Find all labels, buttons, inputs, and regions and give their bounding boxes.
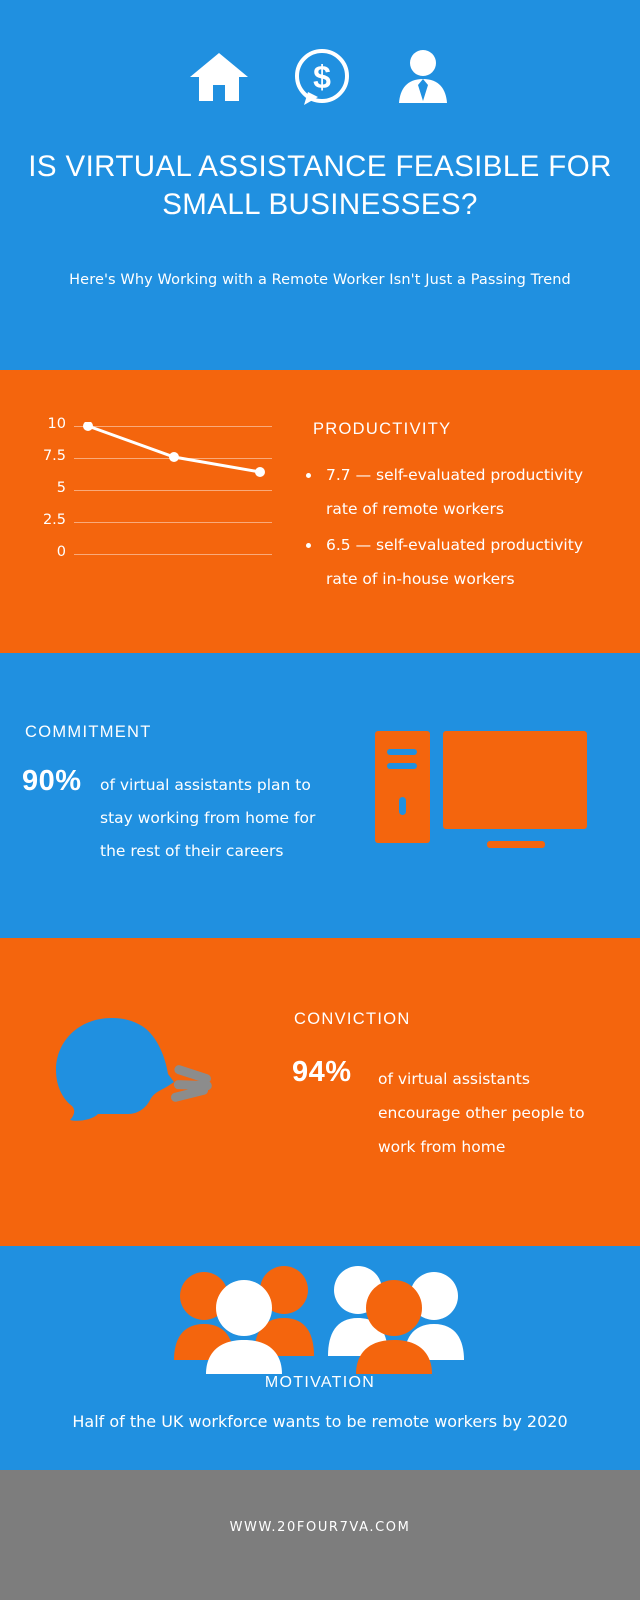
header-section [0, 0, 640, 370]
conviction-title: CONVICTION [294, 1010, 411, 1028]
footer-section [0, 1470, 640, 1600]
chart-ytick-7.5: 7.5 [42, 448, 66, 464]
productivity-bullet-list [322, 458, 617, 598]
talking-head-icon [50, 1016, 240, 1131]
businessperson-icon [394, 49, 452, 107]
chart-ytick-10: 10 [47, 416, 66, 432]
desktop-computer-icon [375, 731, 587, 866]
home-icon [188, 49, 250, 107]
productivity-section [0, 370, 640, 653]
productivity-title: PRODUCTIVITY [313, 420, 452, 438]
commitment-title: COMMITMENT [25, 723, 152, 741]
chart-ytick-0: 0 [56, 544, 66, 560]
motivation-title: MOTIVATION [264, 1374, 376, 1391]
page-title: IS VIRTUAL ASSISTANCE FEASIBLE FOR SMALL BUSINESSES? [28, 150, 612, 221]
commitment-section [0, 653, 640, 938]
footer-website-url[interactable]: WWW.20FOUR7VA.COM [229, 1520, 411, 1535]
list-item: • 7.7 — self-evaluated productivity rate of remote workers [322, 458, 617, 526]
conviction-stat: 94% [292, 1056, 352, 1088]
chart-series-line [74, 422, 274, 567]
chart-ytick-5: 5 [56, 480, 66, 496]
commitment-stat: 90% [22, 765, 82, 797]
page-subtitle: Here's Why Working with a Remote Worker Isn't Just a Passing Trend [69, 272, 571, 288]
commitment-text: of virtual assistants plan to stay working from home for the rest of their careers [100, 776, 316, 860]
header-icon-row [0, 48, 640, 108]
group-of-people-icon [172, 1264, 468, 1379]
list-item: • 6.5 — self-evaluated productivity rate of in-house workers [322, 528, 617, 596]
dollar-speech-bubble-icon [292, 48, 352, 108]
conviction-section [0, 938, 640, 1246]
motivation-section [0, 1246, 640, 1470]
motivation-text: Half of the UK workforce wants to be remote workers by 2020 [72, 1412, 568, 1431]
svg-text:$: $ [313, 59, 331, 95]
productivity-line-chart [22, 416, 272, 567]
chart-ytick-2.5: 2.5 [42, 512, 66, 528]
conviction-text: of virtual assistants encourage other people to work from home [378, 1070, 585, 1156]
